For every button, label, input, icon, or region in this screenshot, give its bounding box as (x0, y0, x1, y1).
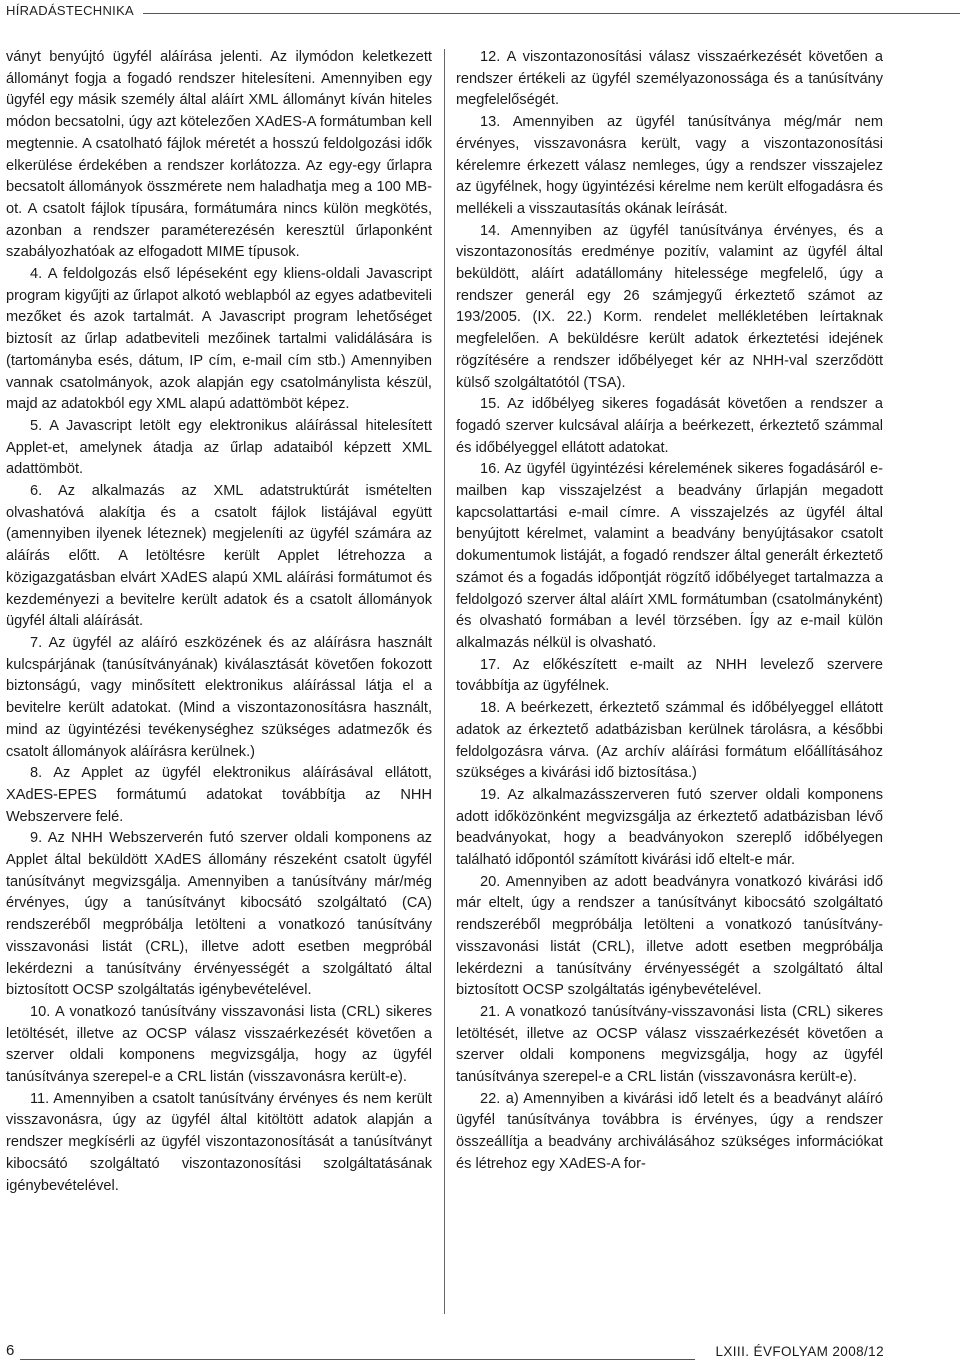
right-paragraph-step-16: 16. Az ügyfél ügyintézési kérelemének sikeres fogadásáról e-mailben kap visszajelzést a beadvány űrlapján megadott kapcsolattartási e-mail címre. A visszajelzés az ügyfél által benyújtott kérelmet, valamint a beadvány benyújtásakor csatolt dokumentumok listáját, a fogadó rendszer által generált érkeztető számot és a fogadás időpontját rögzítő időbélyeget tartalmazza a feldolgozó szerver által aláírt XML formátumban (csatolmányként) és olvasható formában a levél törzsében. Így az e-mail külön alkalmazás nélkül is olvasható. (456, 461, 883, 651)
header-rule (143, 13, 960, 14)
right-paragraph-step-13: 13. Amennyiben az ügyfél tanúsítványa még/már nem érvényes, visszavonásra került, vagy a viszontazonosítási kérelemre érkezett válasz nemleges, úgy a rendszer visszajelez az ügyfélnek, hogy ügyintézési kérelme nem került elfogadásra és mellékeli a visszautasítás okának leírását. (456, 114, 883, 217)
left-paragraph-step-6: 6. Az alkalmazás az XML adatstruktúrát ismételten olvashatóvá alakítja és a csatolt fájlok listájával együtt (amennyiben ilyenek léteznek) megjeleníti az ügyfél számára az aláírás előtt. A letöltésre került Applet létrehozza a közigazgatásban elvárt XAdES alapú XML aláírási formátumot és kezdeményezi a bevitelre került adatok és a csatolt állományok ügyfél általi aláírását. (6, 483, 432, 630)
right-paragraph-step-12: 12. A viszontazonosítási válasz visszaérkezését követően a rendszer értékeli az ügyfél személyazonossága és a tanúsítvány megfelelőségét. (456, 49, 883, 109)
page-number: 6 (6, 1342, 15, 1359)
left-paragraph-step-7: 7. Az ügyfél az aláíró eszközének és az aláírásra használt kulcspárjának (tanúsítványának) kiválasztását követően fokozott biztonságú, vagy minősített elektronikus aláírással látja el a bevitelre került adatokat. (Mind a viszontazonosításra használt, mind az ügyintézési tevékenységhez szükséges adatmezők és csatolt állományok aláírásra kerülnek.) (6, 634, 432, 760)
running-head-title: HÍRADÁSTECHNIKA (6, 3, 135, 18)
left-paragraph-step-9: 9. Az NHH Webszerverén futó szerver oldali komponens az Applet által beküldött XAdES állomány részeként csatolt ügyfél tanúsítványt megvizsgálja. Amennyiben a tanúsítvány már/még érvényes, úgy a tanúsítványt kibocsátó szolgáltató (CA) rendszeréből megpróbálja letölteni a vonatkozó tanúsítvány visszavonási listát (CRL), illetve adott esetben megpróbál lekérdezni a tanúsítvány érvényességét a szolgáltató által biztosított OCSP szolgáltatás igénybevételével. (6, 830, 432, 999)
left-paragraph-step-10: 10. A vonatkozó tanúsítvány visszavonási lista (CRL) sikeres letöltését, illetve az OCSP válasz visszaérkezését követően a szerver oldali komponens megvizsgálja, hogy az ügyfél tanúsítványa szerepel-e a CRL listán (visszavonásra került-e). (6, 1003, 432, 1086)
footer-rule (20, 1359, 695, 1360)
right-paragraph-step-15: 15. Az időbélyeg sikeres fogadását követően a rendszer a fogadó szerver kulcsával aláírja a beérkezett, érkeztető számmal és időbélyeggel ellátott adatokat. (456, 396, 883, 456)
right-paragraph-step-22: 22. a) Amennyiben a kivárási idő letelt és a beadványt aláíró ügyfél tanúsítványa továbbra is érvényes, úgy a rendszer összeállítja a beadvány archiválásához szükséges információkat és létrehoz egy XAdES-A for- (456, 1090, 883, 1172)
left-paragraph-step-8: 8. Az Applet az ügyfél elektronikus aláírásával ellátott, XAdES-EPES formátumú adatokat továbbítja az NHH Webszervere felé. (6, 765, 432, 825)
right-column (456, 47, 883, 1176)
right-paragraph-step-17: 17. Az előkészített e-mailt az NHH levelező szervere továbbítja az ügyfélnek. (456, 656, 883, 695)
issue-label: LXIII. ÉVFOLYAM 2008/12 (715, 1344, 884, 1359)
left-column (6, 47, 432, 1197)
right-paragraph-step-14: 14. Amennyiben az ügyfél tanúsítványa érvényes, és a viszontazonosítás eredménye pozitív, valamint az ügyfél által beküldött, aláírt adatállomány hitelessége megfelelő, úgy a rendszer generál egy 26 számjegyű érkeztető számot az 193/2005. (IX. 22.) Korm. rendelet mellékletében leírtaknak megfelelően. A beküldésre került adatok érkeztetési idejének rögzítésére a rendszer időbélyeget kér az NHH-val szerződött külső szolgáltatótól (TSA). (456, 222, 883, 391)
right-paragraph-step-20: 20. Amennyiben az adott beadványra vonatkozó kivárási idő már eltelt, úgy a rendszer a tanúsítványt kibocsátó szolgáltató rendszeréből megpróbálja letölteni a vonatkozó tanúsítvány-visszavonási listát (CRL), illetve adott esetben megpróbálja lekérdezni a tanúsítvány érvényességét a szolgáltató által biztosított OCSP szolgáltatás igénybevételével. (456, 873, 883, 999)
page-footer (0, 1340, 960, 1364)
left-paragraph-step-5: 5. A Javascript letölt egy elektronikus aláírással hitelesített Applet-et, amelynek átadja az űrlap adataiból képzett XML adattömböt. (6, 417, 432, 478)
right-paragraph-step-19: 19. Az alkalmazásszerveren futó szerver oldali komponens adott időközönként megvizsgálja az érkeztető adatbázisban lévő beadványokat, hogy a beadványokon szereplő időbélyegen található időpontól számított kivárási idő eltelt-e már. (456, 786, 883, 869)
left-paragraph-continued: ványt benyújtó ügyfél aláírása jelenti. Az ilymódon keletkezett állományt fogja a fogadó rendszer hitelesíteni. Amennyiben egy ügyfél egy másik személy által aláírt XML állományt kíván hiteles módon becsatolni, úgy azt kötelezően XAdES-A formátumban kell megtennie. A csatolható fájlok méretét a hosszú feldolgozási idők elkerülése érdekében a rendszer korlátozza. Az egy-egy űrlapra becsatolt állományok összmérete nem haladhatja meg a 100 MB-ot. A csatolt fájlok típusára, formátumára nincs külön megkötés, azonban a rendszer paraméterezésén keresztül űrlaponként szabályozhatóak az elfogadott MIME típusok. (6, 49, 432, 261)
page-header (0, 0, 960, 28)
column-divider (444, 49, 445, 1314)
right-paragraph-step-21: 21. A vonatkozó tanúsítvány-visszavonási lista (CRL) sikeres letöltését, illetve az OCSP válasz visszaérkezését követően a szerver oldali komponens megvizsgálja, hogy az ügyfél tanúsítványa szerepel-e a CRL listán (visszavonásra került-e). (456, 1003, 883, 1086)
right-paragraph-step-18: 18. A beérkezett, érkeztető számmal és időbélyeggel ellátott adatok az érkeztető adatbázisban kerülnek tárolásra, a későbbi feldolgozásra várva. (Az archív aláírási formátum előállításához szükséges a kivárási idő biztosítása.) (456, 700, 883, 782)
left-paragraph-step-11: 11. Amennyiben a csatolt tanúsítvány érvényes és nem került visszavonásra, úgy az ügyfél által kitöltött adatok alapján a rendszer megkísérli az ügyfél viszontazonosítását a tanúsítványt kibocsátó szolgáltató viszontazonosítási szolgáltatásának igénybevételével. (6, 1090, 432, 1194)
left-paragraph-step-4: 4. A feldolgozás első lépéseként egy kliens-oldali Javascript program kigyűjti az űrlapot alkotó weblapból az egyes adatbeviteli mezőket és azok tartalmát. A Javascript program lehetőséget biztosít az űrlap adatbeviteli mezőinek tartalmi validálására is (tartományba esés, dátum, IP cím, e-mail cím stb.) Amennyiben vannak csatolmányok, azok alapján egy csatolmánylista készül, majd az adatokból egy XML alapú adattömböt képez. (6, 266, 432, 413)
